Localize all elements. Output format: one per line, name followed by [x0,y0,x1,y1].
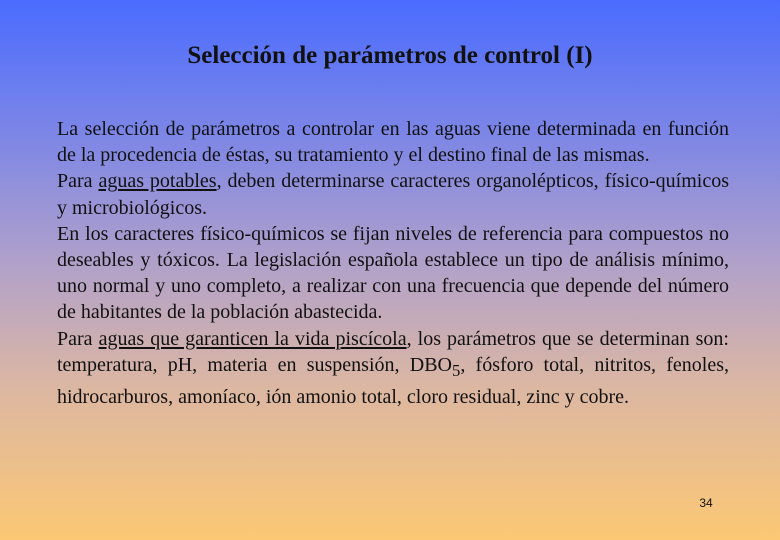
paragraph-drinking-water-prefix: Para [57,170,99,193]
paragraph-drinking-water-suffix: , deben determinarse caracteres organolépticos, físico-químicos y microbiológicos. [57,170,730,219]
paragraph-fish-life-mid: , los parámetros que se determinan son: temperatura, pH, materia en suspensión, DBO [57,327,729,376]
paragraph-fish-life-prefix: Para [57,327,99,350]
page-number: 34 [699,496,713,510]
dbo-subscript: 5 [451,360,461,380]
drinking-water-term: aguas potables [98,170,217,193]
fish-life-water-term: aguas que garanticen la vida piscícola [98,327,407,350]
slide-body [57,116,729,410]
slide-title: Selección de parámetros de control (I) [187,42,593,69]
paragraph-drinking-water [57,168,729,220]
paragraph-fish-life-water [57,326,729,411]
paragraph-physicochemical: En los caracteres físico-químicos se fijan niveles de referencia para compuestos no deseables y tóxicos. La legislación española establece un tipo de análisis mínimo, uno normal y uno completo, a realizar con una frecuencia que depende del número de habitantes de la población abastecida. [57,222,729,324]
paragraph-intro: La selección de parámetros a controlar en las aguas viene determinada en función de la procedencia de éstas, su tratamiento y el destino final de las mismas. [57,118,729,167]
paragraph-fish-life-suffix: , fósforo total, nitritos, fenoles, hidrocarburos, amoníaco, ión amonio total, cloro residual, zinc y cobre. [57,353,729,409]
